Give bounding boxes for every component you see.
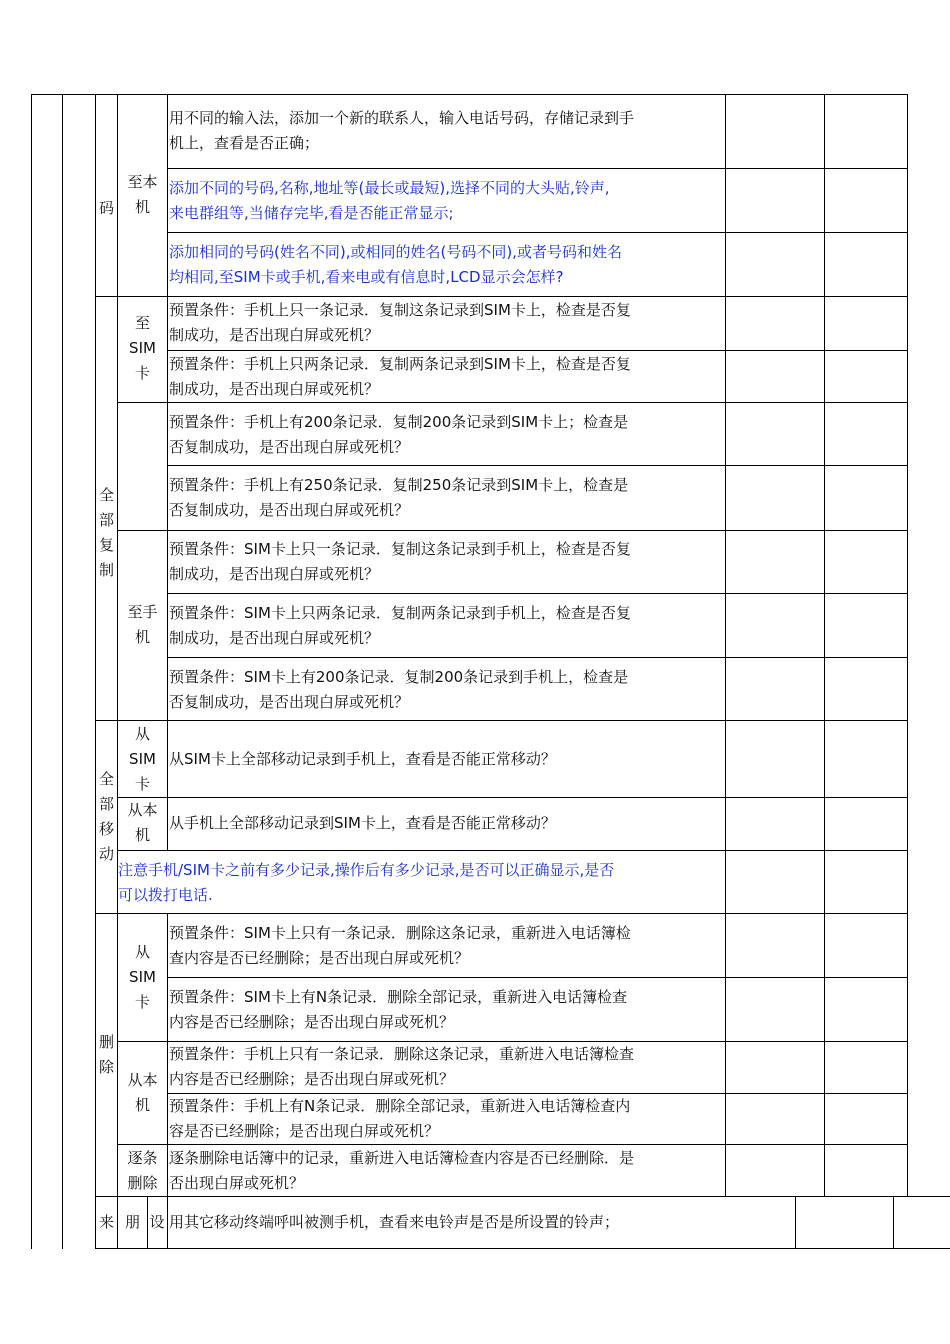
test-case-text: 添加相同的号码(姓名不同),或相同的姓名(号码不同),或者号码和姓名 均相同,至SIM卡或手机,看来电或有信息时,LCD显示会怎样? bbox=[169, 243, 622, 286]
test-case-text: 预置条件：手机上有N条记录．删除全部记录，重新进入电话簿检查内 容是否已经删除；是否出现白屏或死机？ bbox=[169, 1097, 631, 1140]
category-quan-bu-fu-zhi: 全 部 复 制 bbox=[98, 486, 114, 579]
test-case-text: 用不同的输入法，添加一个新的联系人，输入电话号码，存储记录到手 机上，查看是否正确； bbox=[169, 109, 635, 152]
test-case-text: 添加不同的号码,名称,地址等(最长或最短),选择不同的大头贴,铃声, 来电群组等,当储存完毕,看是否能正常显示; bbox=[169, 179, 610, 222]
test-case-text: 预置条件：SIM卡上有200条记录．复制200条记录到手机上，检查是 否复制成功，是否出现白屏或死机？ bbox=[169, 668, 629, 711]
category-zhu-tiao-shan-chu: 逐条 删除 bbox=[127, 1149, 158, 1192]
test-case-text: 逐条删除电话簿中的记录，重新进入电话簿检查内容是否已经删除．是 否出现白屏或死机？ bbox=[169, 1149, 635, 1192]
test-case-note: 注意手机/SIM卡之前有多少记录,操作后有多少记录,是否可以正确显示,是否 可以拨打电话. bbox=[118, 861, 615, 904]
test-case-text: 预置条件：手机上只两条记录．复制两条记录到SIM卡上，检查是否复 制成功，是否出现白屏或死机？ bbox=[169, 355, 631, 398]
category-lai: 来 bbox=[98, 1213, 114, 1231]
test-case-text: 预置条件：SIM卡上有N条记录．删除全部记录，重新进入电话簿检查 内容是否已经删除；是否出现白屏或死机？ bbox=[169, 988, 628, 1031]
test-case-text: 预置条件：手机上只有一条记录．删除这条记录，重新进入电话簿检查 内容是否已经删除；是否出现白屏或死机？ bbox=[169, 1045, 635, 1088]
test-case-text: 预置条件：手机上只一条记录．复制这条记录到SIM卡上，检查是否复 制成功，是否出现白屏或死机？ bbox=[169, 301, 631, 344]
category-cong-sim-ka-move: 从 SIM 卡 bbox=[129, 725, 156, 793]
category-cong-sim-ka-del: 从 SIM 卡 bbox=[129, 943, 156, 1011]
category-ming: 朋 bbox=[124, 1213, 140, 1231]
test-case-text: 预置条件：SIM卡上只两条记录．复制两条记录到手机上，检查是否复 制成功，是否出现白屏或死机？ bbox=[169, 604, 631, 647]
category-cong-ben-ji-move: 从本 机 bbox=[127, 801, 158, 844]
category-quan-bu-yi-dong: 全 部 移 动 bbox=[98, 770, 114, 863]
test-case-text: 用其它移动终端呼叫被测手机，查看来电铃声是否是所设置的铃声； bbox=[169, 1213, 620, 1231]
category-zhi-sim-ka: 至 SIM 卡 bbox=[129, 314, 156, 382]
category-zhi-ben-ji: 至本 机 bbox=[127, 173, 158, 216]
test-case-text: 预置条件：手机上有250条记录．复制250条记录到SIM卡上，检查是 否复制成功，是否出现白屏或死机？ bbox=[169, 476, 629, 519]
test-case-text: 预置条件：手机上有200条记录．复制200条记录到SIM卡上；检查是 否复制成功，是否出现白屏或死机？ bbox=[169, 413, 629, 456]
test-case-text: 预置条件：SIM卡上只一条记录．复制这条记录到手机上，检查是否复 制成功，是否出现白屏或死机？ bbox=[169, 540, 631, 583]
test-case-text: 从手机上全部移动记录到SIM卡上，查看是否能正常移动？ bbox=[169, 814, 556, 832]
category-shan-chu: 删 除 bbox=[98, 1033, 114, 1076]
category-cong-ben-ji-del: 从本 机 bbox=[127, 1071, 158, 1114]
test-case-text: 从SIM卡上全部移动记录到手机上，查看是否能正常移动？ bbox=[169, 750, 556, 768]
category-zhi-shou-ji: 至手 机 bbox=[127, 603, 158, 646]
category-ma: 码 bbox=[98, 199, 114, 217]
category-she: 设 bbox=[149, 1213, 165, 1231]
test-case-text: 预置条件：SIM卡上只有一条记录．删除这条记录，重新进入电话簿检 查内容是否已经删除；是否出现白屏或死机？ bbox=[169, 924, 631, 967]
